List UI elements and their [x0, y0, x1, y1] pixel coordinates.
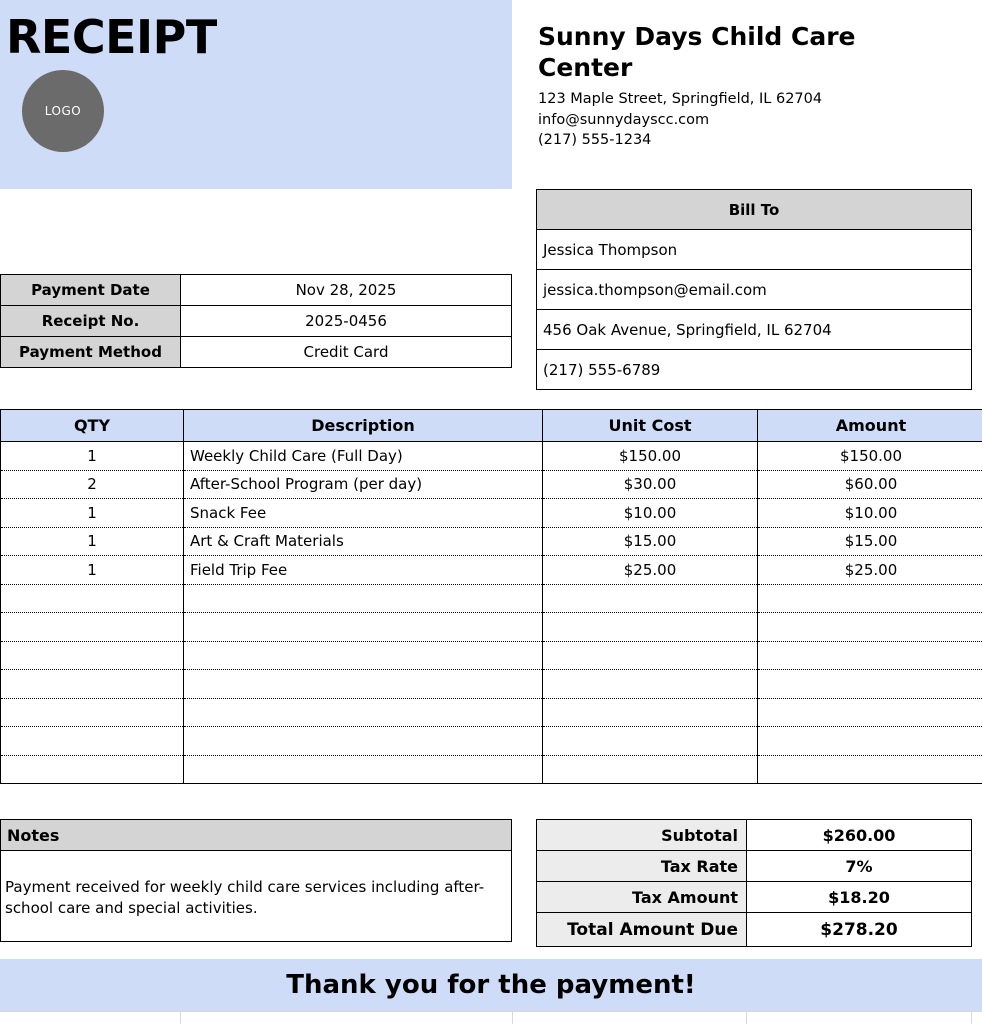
- item-qty: [1, 670, 184, 699]
- item-description: [184, 641, 543, 670]
- table-row: [537, 851, 972, 882]
- item-amount: [758, 641, 982, 670]
- item-amount: $10.00: [758, 499, 982, 528]
- item-qty: [1, 727, 184, 756]
- line-items-table: [0, 409, 982, 784]
- item-qty: [1, 755, 184, 784]
- item-description: [184, 755, 543, 784]
- item-unit-cost: [543, 613, 758, 642]
- logo-label: LOGO: [45, 104, 81, 118]
- table-row: [1, 527, 982, 556]
- subtotal-label: Subtotal: [537, 820, 747, 851]
- footer-band: [0, 959, 982, 1011]
- item-qty: 1: [1, 442, 184, 471]
- tax-amount-value: $18.20: [747, 882, 972, 913]
- item-qty: [1, 584, 184, 613]
- table-row: [1, 275, 512, 306]
- payment-meta-block: [0, 189, 512, 368]
- table-row: [537, 310, 972, 350]
- totals-block: [512, 819, 982, 947]
- item-unit-cost: [543, 727, 758, 756]
- item-amount: [758, 670, 982, 699]
- item-unit-cost: $25.00: [543, 556, 758, 585]
- bill-to-address: 456 Oak Avenue, Springfield, IL 62704: [537, 310, 972, 350]
- table-row: [1, 670, 982, 699]
- item-description: After-School Program (per day): [184, 470, 543, 499]
- sheet-grid-tick: [746, 1011, 747, 1024]
- sheet-grid-line: [0, 1011, 982, 1025]
- item-amount: [758, 755, 982, 784]
- meta-and-billto: [0, 189, 982, 390]
- company-email: info@sunnydayscc.com: [538, 110, 972, 131]
- line-items-section: [0, 409, 982, 784]
- company-address: 123 Maple Street, Springfield, IL 62704: [538, 89, 972, 110]
- item-amount: $150.00: [758, 442, 982, 471]
- table-row: [537, 913, 972, 947]
- table-row: [1, 556, 982, 585]
- item-unit-cost: $10.00: [543, 499, 758, 528]
- payment-date-label: Payment Date: [1, 275, 181, 306]
- item-amount: [758, 613, 982, 642]
- notes-block: [0, 819, 512, 942]
- table-row: [1, 613, 982, 642]
- table-row: [1, 727, 982, 756]
- item-description: Weekly Child Care (Full Day): [184, 442, 543, 471]
- item-unit-cost: [543, 641, 758, 670]
- item-description: [184, 670, 543, 699]
- table-header-row: [1, 410, 982, 442]
- company-name: Sunny Days Child Care Center: [538, 22, 908, 83]
- table-row: [1, 641, 982, 670]
- payment-method-value: Credit Card: [181, 337, 512, 368]
- table-row: [1, 698, 982, 727]
- sheet-grid-tick: [971, 1011, 972, 1024]
- item-amount: [758, 584, 982, 613]
- logo: [22, 70, 104, 152]
- tax-rate-value: 7%: [747, 851, 972, 882]
- tax-rate-label: Tax Rate: [537, 851, 747, 882]
- item-qty: 1: [1, 556, 184, 585]
- item-description: [184, 613, 543, 642]
- column-header-amount: Amount: [758, 410, 982, 442]
- item-description: Field Trip Fee: [184, 556, 543, 585]
- bill-to-email: jessica.thompson@email.com: [537, 270, 972, 310]
- item-unit-cost: [543, 584, 758, 613]
- table-row: [537, 820, 972, 851]
- page-title: RECEIPT: [6, 14, 512, 60]
- bill-to-heading: Bill To: [537, 190, 972, 230]
- item-unit-cost: $30.00: [543, 470, 758, 499]
- payment-method-label: Payment Method: [1, 337, 181, 368]
- bill-to-name: Jessica Thompson: [537, 230, 972, 270]
- table-row: [1, 755, 982, 784]
- item-unit-cost: [543, 755, 758, 784]
- totals-table: [536, 819, 972, 947]
- table-row: [1, 584, 982, 613]
- sheet-grid-tick: [512, 1011, 513, 1024]
- subtotal-value: $260.00: [747, 820, 972, 851]
- thank-you-message: Thank you for the payment!: [286, 970, 696, 1000]
- table-row: [1, 306, 512, 337]
- bill-to-block: [512, 189, 982, 390]
- item-amount: $15.00: [758, 527, 982, 556]
- bill-to-table: [536, 189, 972, 390]
- table-row: [1, 470, 982, 499]
- bill-to-phone: (217) 555-6789: [537, 350, 972, 390]
- item-qty: [1, 698, 184, 727]
- item-unit-cost: [543, 670, 758, 699]
- company-phone: (217) 555-1234: [538, 130, 972, 151]
- item-description: [184, 727, 543, 756]
- item-amount: $60.00: [758, 470, 982, 499]
- item-amount: $25.00: [758, 556, 982, 585]
- item-description: [184, 698, 543, 727]
- item-qty: [1, 613, 184, 642]
- item-qty: [1, 641, 184, 670]
- item-qty: 1: [1, 527, 184, 556]
- table-row: [537, 882, 972, 913]
- payment-date-value: Nov 28, 2025: [181, 275, 512, 306]
- table-row: [537, 190, 972, 230]
- item-unit-cost: [543, 698, 758, 727]
- header-left-band: [0, 0, 512, 189]
- column-header-unit-cost: Unit Cost: [543, 410, 758, 442]
- table-row: [1, 442, 982, 471]
- item-unit-cost: $15.00: [543, 527, 758, 556]
- notes-and-totals: [0, 819, 982, 947]
- item-description: [184, 584, 543, 613]
- item-description: Art & Craft Materials: [184, 527, 543, 556]
- table-row: [537, 350, 972, 390]
- sheet-grid-tick: [180, 1011, 181, 1024]
- total-due-label: Total Amount Due: [537, 913, 747, 947]
- company-block: [512, 0, 982, 189]
- item-qty: 2: [1, 470, 184, 499]
- item-amount: [758, 698, 982, 727]
- notes-heading: Notes: [0, 819, 512, 851]
- table-row: [537, 230, 972, 270]
- table-row: [537, 270, 972, 310]
- total-due-value: $278.20: [747, 913, 972, 947]
- receipt-no-value: 2025-0456: [181, 306, 512, 337]
- item-qty: 1: [1, 499, 184, 528]
- tax-amount-label: Tax Amount: [537, 882, 747, 913]
- item-unit-cost: $150.00: [543, 442, 758, 471]
- notes-body: Payment received for weekly child care services including after-school care and special activities.: [0, 851, 512, 942]
- column-header-description: Description: [184, 410, 543, 442]
- table-row: [1, 499, 982, 528]
- column-header-qty: QTY: [1, 410, 184, 442]
- item-description: Snack Fee: [184, 499, 543, 528]
- payment-meta-table: [0, 274, 512, 368]
- receipt-no-label: Receipt No.: [1, 306, 181, 337]
- item-amount: [758, 727, 982, 756]
- table-row: [1, 337, 512, 368]
- document-header: [0, 0, 982, 189]
